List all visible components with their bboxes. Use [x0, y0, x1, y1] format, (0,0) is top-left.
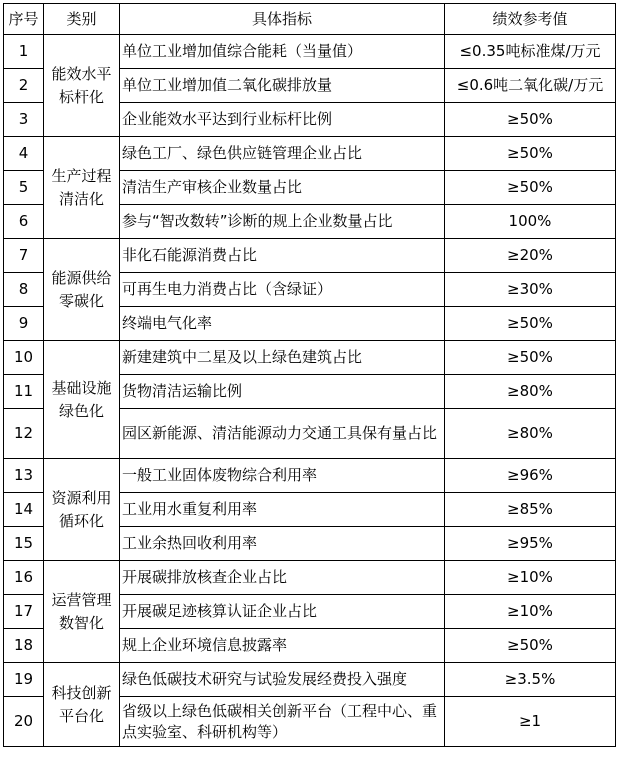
- indicator-cell: 开展碳排放核查企业占比: [120, 561, 445, 595]
- category-cell: [44, 137, 120, 239]
- category-cell: [44, 341, 120, 459]
- table-row: [4, 663, 616, 697]
- indicator-cell: 省级以上绿色低碳相关创新平台（工程中心、重点实验室、科研机构等）: [120, 697, 445, 747]
- indicator-cell: 新建建筑中二星及以上绿色建筑占比: [120, 341, 445, 375]
- row-index: 12: [4, 409, 44, 459]
- row-index: 2: [4, 69, 44, 103]
- target-cell: ≥80%: [445, 375, 616, 409]
- target-cell: ≥50%: [445, 137, 616, 171]
- row-index: 17: [4, 595, 44, 629]
- header-category: 类别: [44, 4, 120, 35]
- target-cell: ≥50%: [445, 103, 616, 137]
- row-index: 8: [4, 273, 44, 307]
- table-row: [4, 561, 616, 595]
- category-line: 零碳化: [58, 291, 104, 310]
- row-index: 18: [4, 629, 44, 663]
- target-cell: ≥50%: [445, 629, 616, 663]
- row-index: 1: [4, 35, 44, 69]
- indicator-cell: 企业能效水平达到行业标杆比例: [120, 103, 445, 137]
- row-index: 6: [4, 205, 44, 239]
- row-index: 14: [4, 493, 44, 527]
- indicator-cell: 清洁生产审核企业数量占比: [120, 171, 445, 205]
- table-row: [4, 35, 616, 69]
- target-cell: ≥50%: [445, 171, 616, 205]
- target-cell: ≥50%: [445, 307, 616, 341]
- header-target: 绩效参考值: [445, 4, 616, 35]
- target-cell: ≤0.6吨二氧化碳/万元: [445, 69, 616, 103]
- target-cell: ≥30%: [445, 273, 616, 307]
- indicator-cell: 单位工业增加值二氧化碳排放量: [120, 69, 445, 103]
- category-line: 资源利用: [51, 488, 112, 507]
- target-cell: 100%: [445, 205, 616, 239]
- category-line: 绿色化: [58, 401, 104, 420]
- target-cell: ≥80%: [445, 409, 616, 459]
- category-line: 能源供给: [51, 268, 112, 287]
- row-index: 11: [4, 375, 44, 409]
- category-line: 数智化: [58, 613, 104, 632]
- row-index: 3: [4, 103, 44, 137]
- category-cell: [44, 35, 120, 137]
- target-cell: ≤0.35吨标准煤/万元: [445, 35, 616, 69]
- table-row: [4, 239, 616, 273]
- indicator-cell: 单位工业增加值综合能耗（当量值）: [120, 35, 445, 69]
- indicator-cell: 绿色工厂、绿色供应链管理企业占比: [120, 137, 445, 171]
- target-cell: ≥95%: [445, 527, 616, 561]
- header-indicator: 具体指标: [120, 4, 445, 35]
- target-cell: ≥3.5%: [445, 663, 616, 697]
- row-index: 20: [4, 697, 44, 747]
- table-row: [4, 459, 616, 493]
- indicator-cell: 参与“智改数转”诊断的规上企业数量占比: [120, 205, 445, 239]
- category-line: 清洁化: [58, 189, 104, 208]
- indicator-cell: 工业余热回收利用率: [120, 527, 445, 561]
- row-index: 4: [4, 137, 44, 171]
- indicator-cell: 工业用水重复利用率: [120, 493, 445, 527]
- indicator-cell: 终端电气化率: [120, 307, 445, 341]
- category-cell: [44, 663, 120, 747]
- category-line: 科技创新: [51, 683, 112, 702]
- table-row: [4, 341, 616, 375]
- row-index: 16: [4, 561, 44, 595]
- indicator-cell: 非化石能源消费占比: [120, 239, 445, 273]
- indicator-table: [3, 3, 616, 747]
- indicator-cell: 园区新能源、清洁能源动力交通工具保有量占比: [120, 409, 445, 459]
- header-row: [4, 4, 616, 35]
- category-cell: [44, 459, 120, 561]
- table-row: [4, 137, 616, 171]
- row-index: 15: [4, 527, 44, 561]
- target-cell: ≥10%: [445, 561, 616, 595]
- target-cell: ≥10%: [445, 595, 616, 629]
- indicator-cell: 开展碳足迹核算认证企业占比: [120, 595, 445, 629]
- category-line: 平台化: [58, 706, 104, 725]
- indicator-cell: 规上企业环境信息披露率: [120, 629, 445, 663]
- row-index: 13: [4, 459, 44, 493]
- target-cell: ≥96%: [445, 459, 616, 493]
- category-line: 基础设施: [51, 378, 112, 397]
- target-cell: ≥1: [445, 697, 616, 747]
- category-line: 标杆化: [58, 87, 104, 106]
- header-index: 序号: [4, 4, 44, 35]
- row-index: 9: [4, 307, 44, 341]
- row-index: 19: [4, 663, 44, 697]
- row-index: 7: [4, 239, 44, 273]
- indicator-cell: 一般工业固体废物综合利用率: [120, 459, 445, 493]
- indicator-cell: 绿色低碳技术研究与试验发展经费投入强度: [120, 663, 445, 697]
- target-cell: ≥50%: [445, 341, 616, 375]
- row-index: 10: [4, 341, 44, 375]
- category-line: 循环化: [58, 511, 104, 530]
- category-line: 运营管理: [51, 590, 112, 609]
- indicator-cell: 货物清洁运输比例: [120, 375, 445, 409]
- category-cell: [44, 239, 120, 341]
- indicator-cell: 可再生电力消费占比（含绿证）: [120, 273, 445, 307]
- row-index: 5: [4, 171, 44, 205]
- target-cell: ≥20%: [445, 239, 616, 273]
- target-cell: ≥85%: [445, 493, 616, 527]
- category-cell: [44, 561, 120, 663]
- category-line: 生产过程: [51, 166, 112, 185]
- category-line: 能效水平: [51, 64, 112, 83]
